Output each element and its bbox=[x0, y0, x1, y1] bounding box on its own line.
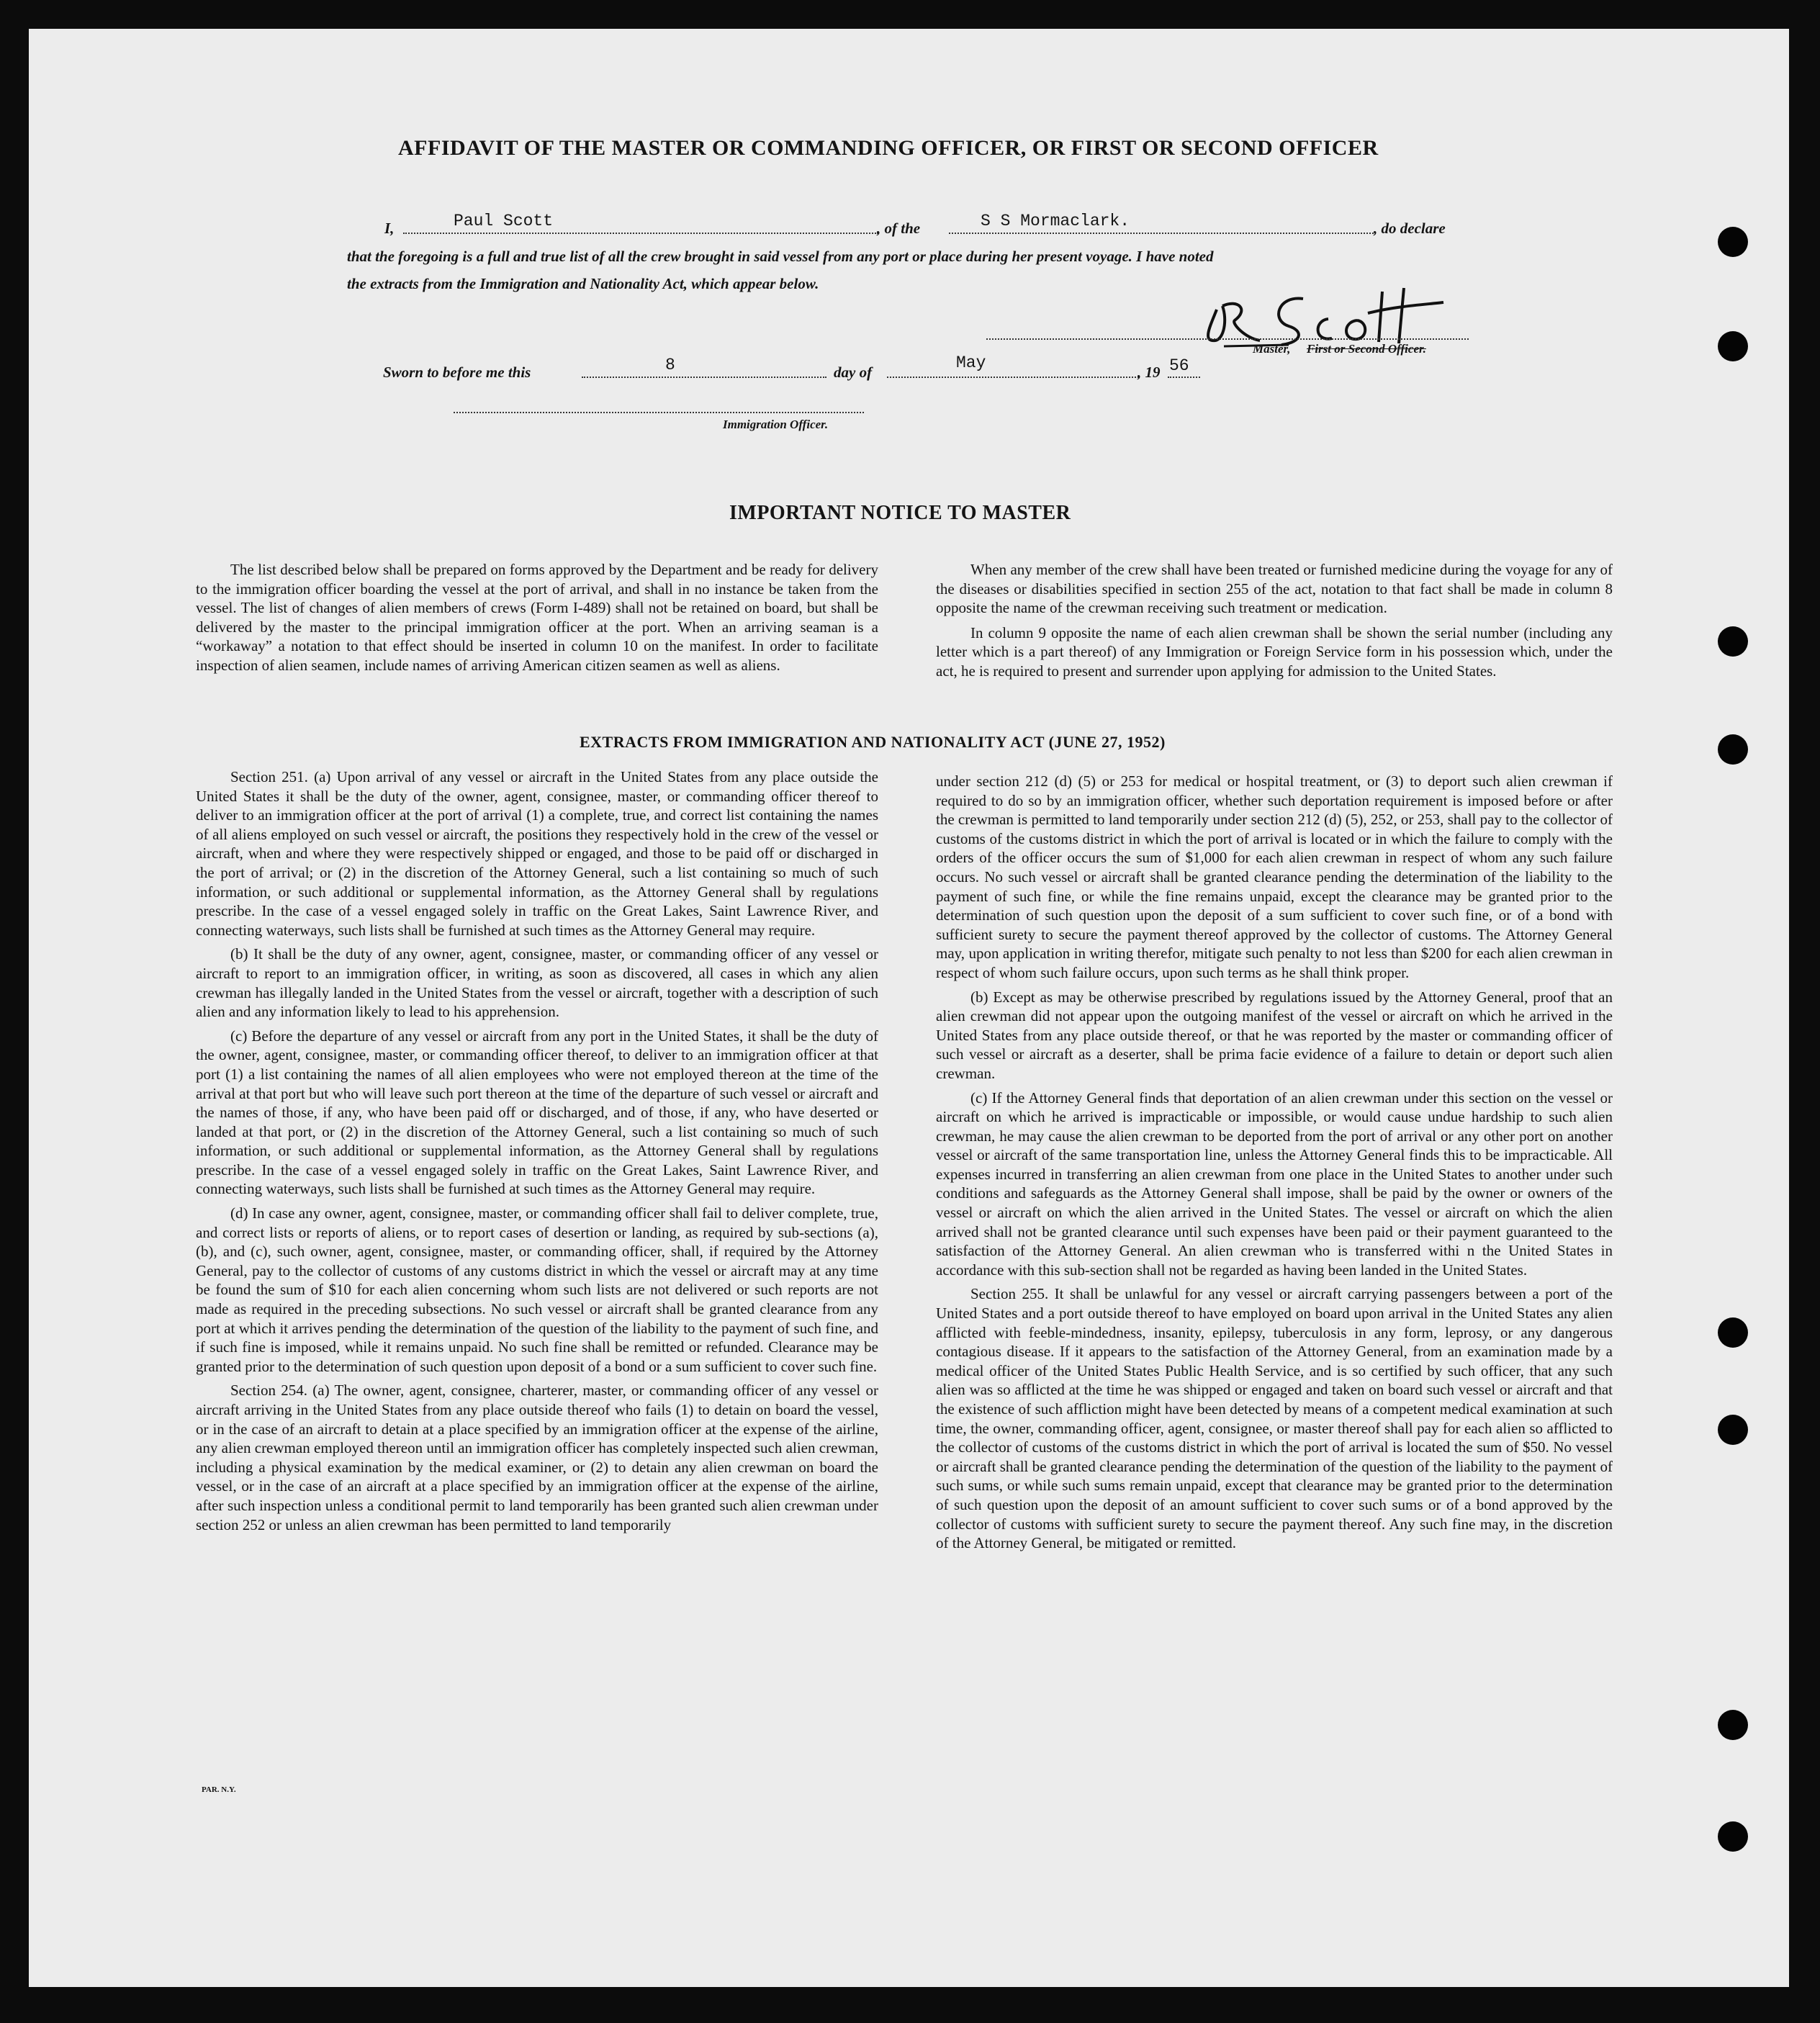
year-prefix: , 19 bbox=[1138, 364, 1161, 381]
punch-hole bbox=[1718, 1710, 1748, 1740]
notice-left-paragraph bbox=[196, 560, 878, 675]
name-line bbox=[403, 233, 878, 234]
i-label: I, bbox=[384, 220, 395, 237]
month-value: May bbox=[956, 353, 986, 372]
punch-hole bbox=[1718, 1415, 1748, 1445]
section-251b: (b) It shall be the duty of any owner, agent, consignee, master, or commanding officer of any vessel or aircraft to report to an immigration officer, in writing, as soon as discovered, all cases in which any alien crewman has illegally landed in the United States from the vessel or aircraft, together with a description of such alien and any information likely to lead to his apprehension. bbox=[196, 945, 878, 1021]
officer-label: Immigration Officer. bbox=[723, 418, 829, 431]
notice-right-text-2: In column 9 opposite the name of each alien crewman shall be shown the serial number (including any letter which is a part thereof) of any Immigration or Foreign Service form in his possession which, under the act, he is required to present and surrender upon applying for admission to the United States. bbox=[936, 623, 1613, 680]
punch-hole bbox=[1718, 1821, 1748, 1852]
officer-line bbox=[454, 412, 864, 413]
affidavit-line-2: that the foregoing is a full and true list of all the crew brought in said vessel from any port or place during her present voyage. I have noted bbox=[347, 248, 1214, 265]
extracts-right-column bbox=[936, 772, 1613, 1553]
notice-right-paragraphs bbox=[936, 560, 1613, 681]
vessel-name: S S Mormaclark. bbox=[981, 212, 1130, 230]
printer-mark: PAR. N.Y. bbox=[202, 1785, 236, 1794]
section-251c: (c) Before the departure of any vessel or aircraft from any port in the United States, it shall be the duty of the owner, agent, consignee, master, or commanding officer thereof, to deliver to an immigration officer at that port (1) a list containing the names of all alien employees who were not employed thereon at the time of the arrival at that port but who will leave such port thereon at the time of the departure of such vessel or aircraft and the names of those, if any, who have been paid off or discharged, and of those, if any, who have deserted or landed at that port, or (2) in the discretion of the Attorney General, such a list containing so much of such information, or such additional or supplemental information, as the Attorney General shall by regulations prescribe. In the case of a vessel engaged solely in traffic on the Great Lakes, Saint Lawrence River, and connecting waterways, such lists shall be furnished at such times as the Attorney General may require. bbox=[196, 1027, 878, 1198]
master-label: Master, bbox=[1253, 342, 1291, 356]
do-declare-label: , do declare bbox=[1374, 220, 1446, 237]
day-value: 8 bbox=[665, 356, 675, 374]
signature-line bbox=[986, 338, 1469, 340]
section-254c: (c) If the Attorney General finds that deportation of an alien crewman under this section on the vessel or aircraft on which he arrived is impracticable or impossible, or would cause undue hardship to such alien crewman, he may cause the alien crewman to be deported from the port of arrival or any other port on another vessel or aircraft of the same transportation line, unless the Attorney General finds this to be impracticable. All expenses incurred in transferring an alien crewman from one place in the United States to another under such conditions and safeguards as the Attorney General shall impose, shall be paid by the owner or owners of the vessel or aircraft on which the alien arrived in the United States. The vessel or aircraft on which the alien arrived shall not be granted clearance until such expenses have been paid or their payment guaranteed to the satisfaction of the Attorney General. An alien crewman who is transferred withi n the United States in accordance with this sub-section shall not be regarded as having been landed in the United States. bbox=[936, 1089, 1613, 1279]
notice-right-text-1: When any member of the crew shall have been treated or furnished medicine during the voyage for any of the diseases or disabilities specified in section 255 of the act, notation to that fact shall be made in column 8 opposite the name of the crewman receiving such treatment or medication. bbox=[936, 561, 1613, 617]
day-line bbox=[582, 377, 826, 378]
day-of-label: day of bbox=[834, 364, 873, 381]
section-254a: Section 254. (a) The owner, agent, consignee, charterer, master, or commanding officer of any vessel or aircraft arriving in the United States from any place outside thereof who fails (1) to detain on board the vessel, or in the case of an aircraft to detain at a place specified by an immigration officer at the expense of the airline, any alien crewman employed thereon until an immigration officer has completely inspected such alien crewman, including a physical examination by the medical examiner, or (2) to detain any alien crewman on board the vessel, or in the case of an aircraft at a place specified by an immigration officer at the expense of the airline, after such inspection unless a conditional permit to land temporarily has been granted such alien crewman under section 252 or unless an alien crewman has been permitted to land temporarily bbox=[196, 1382, 878, 1533]
of-the-label: , of the bbox=[877, 220, 921, 237]
extracts-title: EXTRACTS FROM IMMIGRATION AND NATIONALITY ACT (JUNE 27, 1952) bbox=[580, 733, 1166, 751]
sworn-label: Sworn to before me this bbox=[383, 364, 531, 381]
punch-hole bbox=[1718, 734, 1748, 765]
punch-hole bbox=[1718, 1317, 1748, 1348]
punch-hole bbox=[1718, 227, 1748, 257]
notice-title: IMPORTANT NOTICE TO MASTER bbox=[729, 502, 1071, 524]
punch-hole bbox=[1718, 331, 1748, 361]
affidavit-line-3: the extracts from the Immigration and Nationality Act, which appear below. bbox=[347, 275, 819, 292]
punch-hole bbox=[1718, 626, 1748, 657]
notice-left-text: The list described below shall be prepared on forms approved by the Department and be ready for delivery to the immigration officer boarding the vessel at the port of arrival, and shall in no instance be taken from the vessel. The list of changes of alien members of crews (Form I-489) shall not be retained on board, but shall be delivered by the master to the principal immigration officer at the port. When an arriving seaman is a “workaway” a notation to that effect should be inserted in column 10 on the manifest. In order to facilitate inspection of alien seamen, include names of arriving American citizen seamen as well as aliens. bbox=[196, 561, 878, 674]
affidavit-title: AFFIDAVIT OF THE MASTER OR COMMANDING OFFICER, OR FIRST OR SECOND OFFICER bbox=[398, 136, 1379, 160]
vessel-line bbox=[949, 233, 1374, 234]
year-value: 56 bbox=[1169, 356, 1189, 375]
section-254b: (b) Except as may be otherwise prescribed by regulations issued by the Attorney General, proof that an alien crewman did not appear upon the outgoing manifest of the vessel or aircraft on which he arrived in the United States from any place outside thereof, or that he was reported by the master or commanding officer of such vessel or aircraft as a deserter, shall be prima facie evidence of a failure to detain or deport such alien crewman. bbox=[936, 988, 1613, 1082]
section-251a: Section 251. (a) Upon arrival of any vessel or aircraft in the United States from any place outside the United States it shall be the duty of the owner, agent, consignee, master, or commanding officer thereof to deliver to an immigration officer at the port of arrival (1) a complete, true, and correct list containing the names of all aliens employed on such vessel or aircraft, the positions they respectively hold in the crew of the vessel or aircraft, when and where they were respectively shipped or engaged, and those to be paid off or discharged in the port of arrival; or (2) in the discretion of the Attorney General, such a list containing so much of such information, or such additional or supplemental information, as the Attorney General shall by regulations prescribe. In the case of a vessel engaged solely in traffic on the Great Lakes, Saint Lawrence River, and connecting waterways, such lists shall be furnished at such times as the Attorney General may require. bbox=[196, 768, 878, 939]
year-line bbox=[1168, 377, 1200, 378]
section-255: Section 255. It shall be unlawful for any vessel or aircraft carrying passengers between a port of the United States and a port outside thereof to have employed on board upon arrival in the United States any alien afflicted with feeble-mindedness, insanity, epilepsy, tuberculosis in any form, leprosy, or any dangerous contagious disease. If it appears to the satisfaction of the Attorney General, from an examination made by a medical officer of the United States Public Health Service, and is so certified by such officer, that any such alien was so afflicted at the time he was shipped or engaged and taken on board such vessel or aircraft and that the existence of such affliction might have been detected by means of a competent medical examination at such time, the owner, commanding officer, agent, consignee, or master thereof shall pay for each alien so afflicted to the collector of customs of the customs district in which the port of arrival is located the sum of $50. No vessel or aircraft shall be granted clearance pending the determination of the question of the liability to the payment of such sums, or while such sums remain unpaid, except that clearance may be granted prior to the determination of such question upon the deposit of an amount sufficient to cover such sums or of a bond approved by the collector of customs with sufficient surety to secure the payment thereof. Any such fine may, in the discretion of the Attorney General, be mitigated or remitted. bbox=[936, 1285, 1613, 1552]
section-254a-continued: under section 212 (d) (5) or 253 for medical or hospital treatment, or (3) to deport such alien crewman if required to do so by an immigration officer, whether such deportation requirement is imposed before or after the crewman is permitted to land temporarily under section 212 (d) (5), 252, or 253, shall pay to the collector of customs of the customs district in which the port of arrival is located or in which the failure to comply with the orders of the officer occurs the sum of $1,000 for each alien crewman in respect of whom any such failure occurs. No such vessel or aircraft shall be granted clearance pending the determination of the liability to the payment of such fine, or while the fine remains unpaid, except the clearance may be granted prior to the determination of such question upon the deposit of a sum sufficient to cover such fine, or of a bond with sufficient surety to secure the payment thereof approved by the collector of customs. The Attorney General may, upon application in writing therefor, mitigate such penalty to not less than $200 for each alien crewman in respect of whom such failure occurs, upon such terms as he shall think proper. bbox=[936, 772, 1613, 981]
section-251d: (d) In case any owner, agent, consignee, master, or commanding officer shall fail to deliver complete, true, and correct lists or reports of aliens, or to report cases of desertion or landing, as required by sub-sections (a), (b), and (c), such owner, agent, consignee, master, or commanding officer, shall, if required by the Attorney General, pay to the collector of customs of any customs district in which the vessel or aircraft may at any time be found the sum of $10 for each alien concerning whom such lists are not delivered or such reports are not made as required in the preceding subsections. No such vessel or aircraft shall be granted clearance from any port at which it arrives pending the determination of the question of the liability to the payment of such fine, and if such fine is imposed, while it remains unpaid. No such fine shall be remitted or refunded. Clearance may be granted prior to the determination of such question upon deposit of a bond or a sum sufficient to cover such fine. bbox=[196, 1204, 878, 1375]
master-name: Paul Scott bbox=[454, 212, 554, 230]
month-line bbox=[887, 377, 1139, 378]
extracts-left-column bbox=[196, 767, 878, 1534]
master-struck-text: First or Second Officer. bbox=[1307, 342, 1426, 356]
